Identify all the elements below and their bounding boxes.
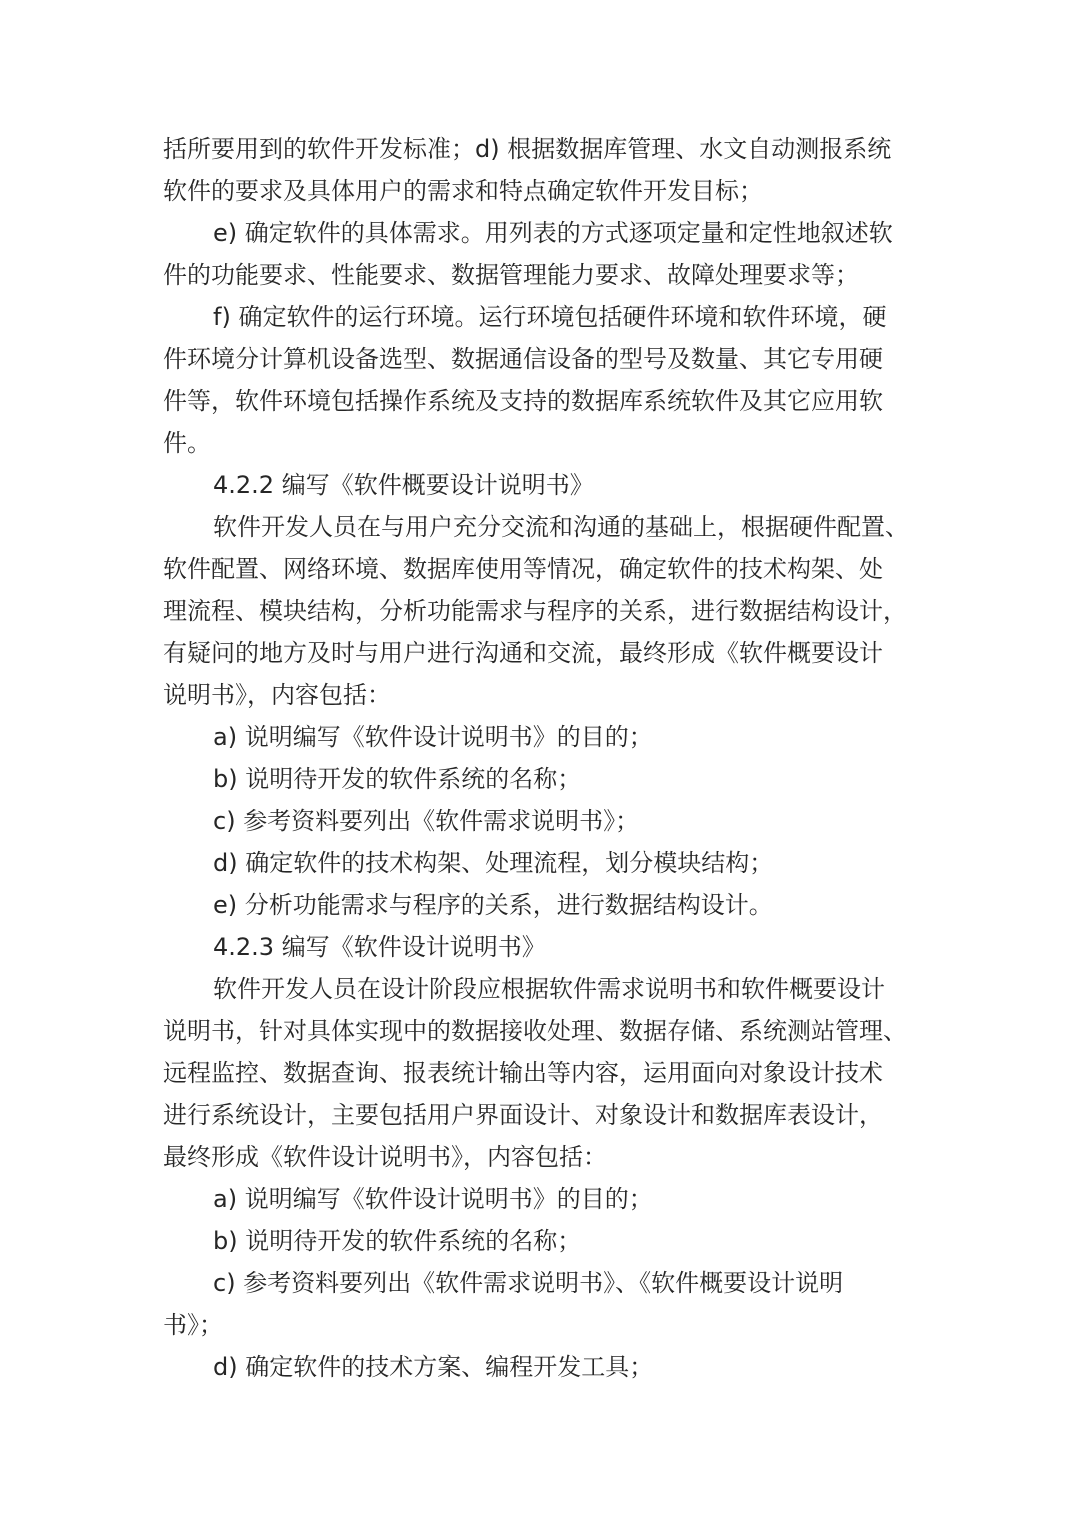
text-line: 理流程、模块结构，分析功能需求与程序的关系，进行数据结构设计， (163, 597, 907, 625)
text-line: 说明书》，内容包括： (163, 681, 391, 709)
text-line: 括所要用到的软件开发标准；d) 根据数据库管理、水文自动测报系统 (163, 135, 892, 163)
text-line: f) 确定软件的运行环境。运行环境包括硬件环境和软件环境，硬 (213, 303, 887, 331)
text-line: 4.2.3 编写《软件设计说明书》 (213, 933, 546, 961)
text-line: c) 参考资料要列出《软件需求说明书》； (213, 807, 640, 835)
document-body-text (163, 128, 943, 1388)
text-line: a) 说明编写《软件设计说明书》的目的； (213, 1185, 653, 1213)
text-line: 软件开发人员在设计阶段应根据软件需求说明书和软件概要设计 (213, 975, 885, 1003)
text-line: 软件配置、网络环境、数据库使用等情况，确定软件的技术构架、处 (163, 555, 883, 583)
text-line: 进行系统设计，主要包括用户界面设计、对象设计和数据库表设计， (163, 1101, 883, 1129)
text-line: 书》； (163, 1311, 223, 1339)
text-line: b) 说明待开发的软件系统的名称； (213, 765, 582, 793)
text-line: d) 确定软件的技术构架、处理流程，划分模块结构； (213, 849, 774, 877)
text-line: 有疑问的地方及时与用户进行沟通和交流，最终形成《软件概要设计 (163, 639, 883, 667)
text-line: 说明书，针对具体实现中的数据接收处理、数据存储、系统测站管理、 (163, 1017, 907, 1045)
text-line: 件的功能要求、性能要求、数据管理能力要求、故障处理要求等； (163, 261, 859, 289)
text-line: 件。 (163, 429, 211, 457)
text-line: 件等，软件环境包括操作系统及支持的数据库系统软件及其它应用软 (163, 387, 883, 415)
text-line: 最终形成《软件设计说明书》，内容包括： (163, 1143, 607, 1171)
text-line: d) 确定软件的技术方案、编程开发工具； (213, 1353, 654, 1381)
text-line: 4.2.2 编写《软件概要设计说明书》 (213, 471, 594, 499)
text-line: b) 说明待开发的软件系统的名称； (213, 1227, 582, 1255)
text-line: 件环境分计算机设备选型、数据通信设备的型号及数量、其它专用硬 (163, 345, 883, 373)
text-line: e) 分析功能需求与程序的关系，进行数据结构设计。 (213, 891, 773, 919)
text-line: a) 说明编写《软件设计说明书》的目的； (213, 723, 653, 751)
text-line: 软件开发人员在与用户充分交流和沟通的基础上，根据硬件配置、 (213, 513, 909, 541)
text-line: 软件的要求及具体用户的需求和特点确定软件开发目标； (163, 177, 763, 205)
text-line: 远程监控、数据查询、报表统计输出等内容，运用面向对象设计技术 (163, 1059, 883, 1087)
text-line: e) 确定软件的具体需求。用列表的方式逐项定量和定性地叙述软 (213, 219, 893, 247)
text-line: c) 参考资料要列出《软件需求说明书》、《软件概要设计说明 (213, 1269, 844, 1297)
